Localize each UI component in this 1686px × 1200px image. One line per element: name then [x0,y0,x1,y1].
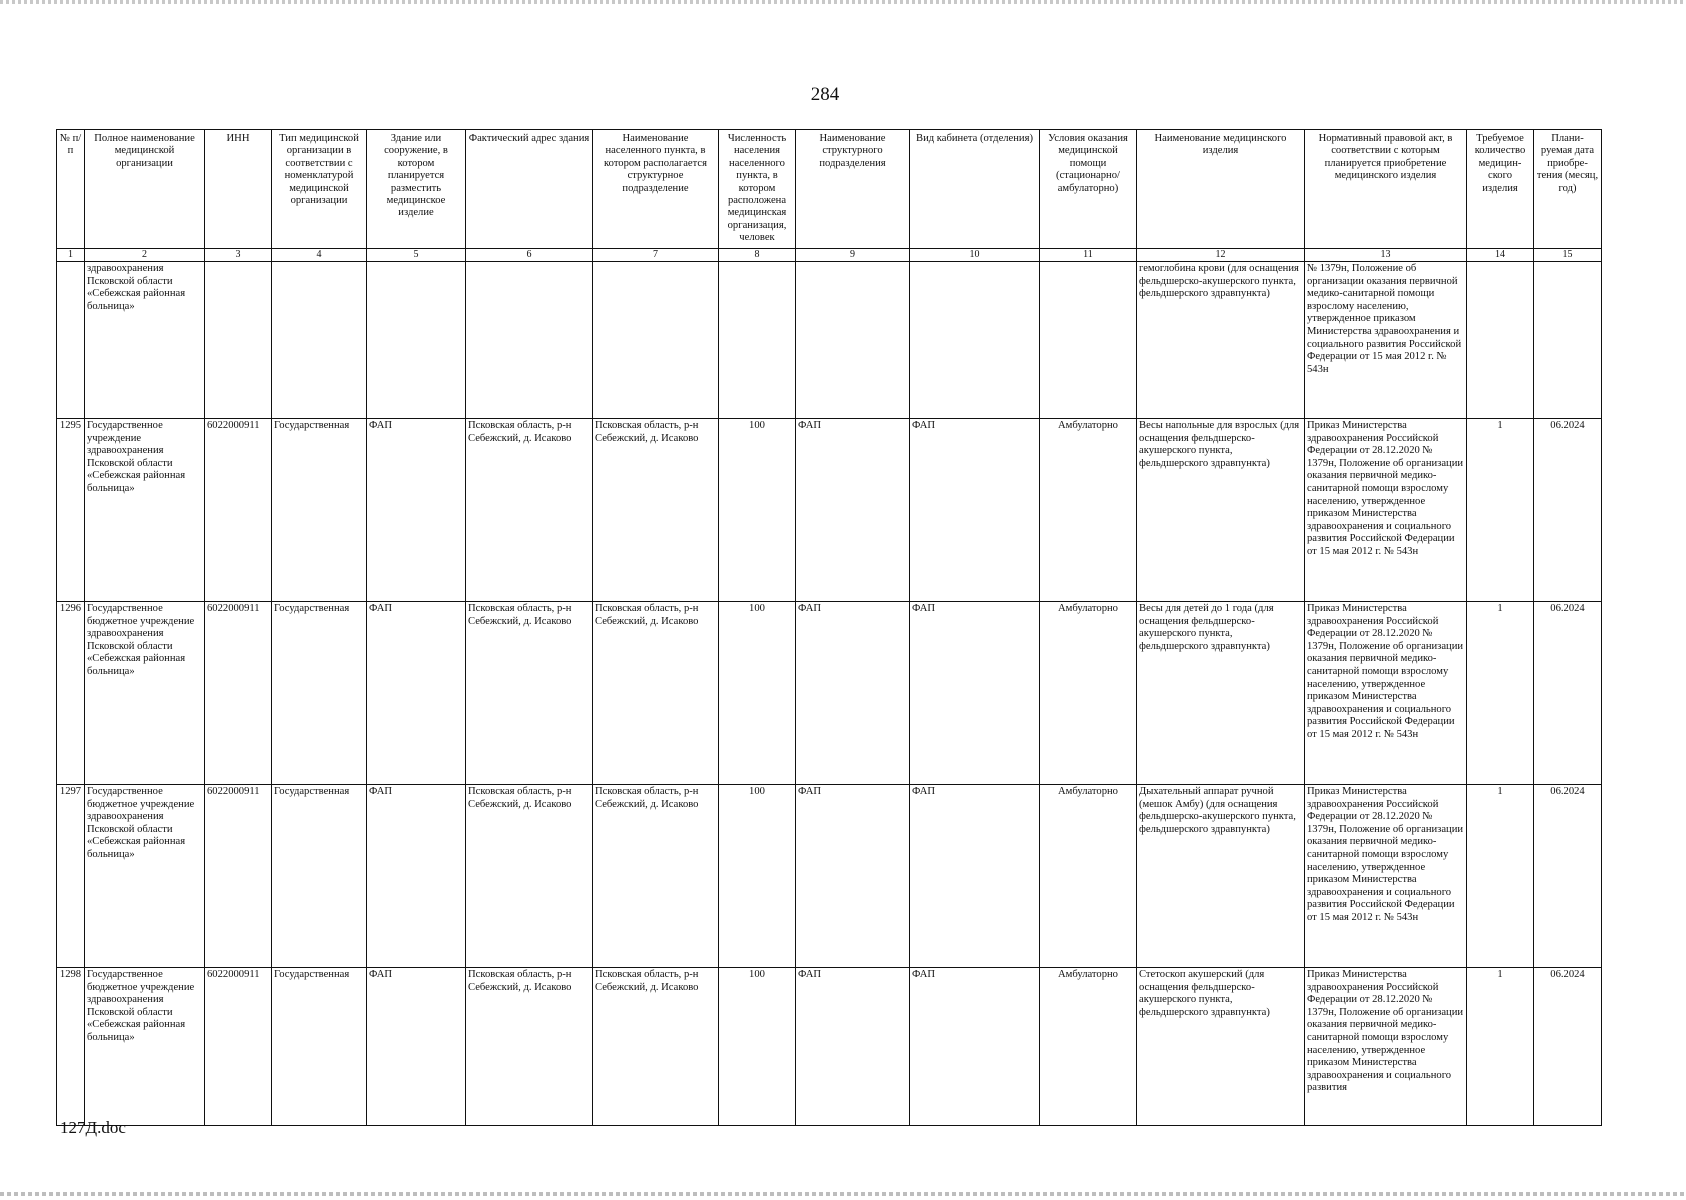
population [719,262,796,419]
column-number: 4 [272,249,367,262]
column-number: 13 [1305,249,1467,262]
subdivision: ФАП [796,785,910,968]
address: Псковская область, р-н Себежский, д. Исаково [466,785,593,968]
column-number-row [57,249,1602,262]
locality: Псковская область, р-н Себежский, д. Исаково [593,602,719,785]
care-conditions [1040,262,1137,419]
inn: 6022000911 [205,968,272,1126]
locality: Псковская область, р-н Себежский, д. Исаково [593,785,719,968]
quantity: 1 [1467,785,1534,968]
column-number: 10 [910,249,1040,262]
column-number: 7 [593,249,719,262]
row-number [57,262,85,419]
header-cell: Численность населения населенного пункта, в котором расположена медицинская организация, человек [719,130,796,249]
organization-name: Государственное бюджетное учреждение здравоохранения Псковской области «Себежская районная больница» [85,785,205,968]
building [367,262,466,419]
inn: 6022000911 [205,785,272,968]
quantity: 1 [1467,419,1534,602]
quantity: 1 [1467,602,1534,785]
row-number: 1298 [57,968,85,1126]
building: ФАП [367,602,466,785]
organization-type: Государственная [272,419,367,602]
column-number: 11 [1040,249,1137,262]
planned-date: 06.2024 [1534,968,1602,1126]
table-row [57,968,1602,1126]
table-row-continuation [57,262,1602,419]
column-number: 3 [205,249,272,262]
organization-type [272,262,367,419]
column-number: 8 [719,249,796,262]
table-row [57,419,1602,602]
population: 100 [719,785,796,968]
organization-name: здравоохранения Псковской области «Себежская районная больница» [85,262,205,419]
address [466,262,593,419]
planned-date: 06.2024 [1534,419,1602,602]
header-cell: Требуемое количество медицин-ского изделия [1467,130,1534,249]
legal-act: Приказ Министерства здравоохранения Российской Федерации от 28.12.2020 № 1379н, Положение об организации оказания первичной медико-санитарной помощи взрослому населению, утвержденное приказом Министерства здравоохранения и социального развития Российской Федерации от 15 мая 2012 г. № 543н [1305,602,1467,785]
cabinet-type: ФАП [910,968,1040,1126]
building: ФАП [367,419,466,602]
organization-type: Государственная [272,785,367,968]
subdivision [796,262,910,419]
column-number: 2 [85,249,205,262]
row-number: 1296 [57,602,85,785]
care-conditions: Амбулаторно [1040,785,1137,968]
organization-type: Государственная [272,968,367,1126]
inn: 6022000911 [205,419,272,602]
header-cell: Наименование структурного подразделения [796,130,910,249]
population: 100 [719,602,796,785]
column-number: 12 [1137,249,1305,262]
medical-device: Весы напольные для взрослых (для оснащения фельдшерско-акушерского пункта, фельдшерского здравпункта) [1137,419,1305,602]
header-cell: Плани-руемая дата приобре-тения (месяц, год) [1534,130,1602,249]
header-cell: Наименование медицинского изделия [1137,130,1305,249]
organization-type: Государственная [272,602,367,785]
header-cell: Вид кабинета (отделения) [910,130,1040,249]
address: Псковская область, р-н Себежский, д. Исаково [466,419,593,602]
care-conditions: Амбулаторно [1040,602,1137,785]
header-cell: Тип медицинской организации в соответствии с номенклатурой медицинской организации [272,130,367,249]
planned-date: 06.2024 [1534,602,1602,785]
column-number: 14 [1467,249,1534,262]
planned-date: 06.2024 [1534,785,1602,968]
header-cell: ИНН [205,130,272,249]
column-number: 9 [796,249,910,262]
column-number: 15 [1534,249,1602,262]
equipment-register-table [56,129,1602,1126]
cabinet-type: ФАП [910,785,1040,968]
table-row [57,602,1602,785]
header-cell: № п/п [57,130,85,249]
row-number: 1295 [57,419,85,602]
medical-device: Стетоскоп акушерский (для оснащения фельдшерско-акушерского пункта, фельдшерского здравпункта) [1137,968,1305,1126]
medical-device: Весы для детей до 1 года (для оснащения фельдшерско-акушерского пункта, фельдшерского здравпункта) [1137,602,1305,785]
header-row [57,130,1602,249]
scan-top-edge [0,0,1686,4]
address: Псковская область, р-н Себежский, д. Исаково [466,968,593,1126]
building: ФАП [367,785,466,968]
cabinet-type [910,262,1040,419]
legal-act: Приказ Министерства здравоохранения Российской Федерации от 28.12.2020 № 1379н, Положение об организации оказания первичной медико-санитарной помощи взрослому населению, утвержденное приказом Министерства здравоохранения и социального развития [1305,968,1467,1126]
column-number: 5 [367,249,466,262]
legal-act: Приказ Министерства здравоохранения Российской Федерации от 28.12.2020 № 1379н, Положение об организации оказания первичной медико-санитарной помощи взрослому населению, утвержденное приказом Министерства здравоохранения и социального развития Российской Федерации от 15 мая 2012 г. № 543н [1305,419,1467,602]
legal-act: № 1379н, Положение об организации оказания первичной медико-санитарной помощи взрослому населению, утвержденное приказом Министерства здравоохранения и социального развития Российской Федерации от 15 мая 2012 г. № 543н [1305,262,1467,419]
organization-name: Государственное бюджетное учреждение здравоохранения Псковской области «Себежская районная больница» [85,968,205,1126]
legal-act: Приказ Министерства здравоохранения Российской Федерации от 28.12.2020 № 1379н, Положение об организации оказания первичной медико-санитарной помощи взрослому населению, утвержденное приказом Министерства здравоохранения и социального развития Российской Федерации от 15 мая 2012 г. № 543н [1305,785,1467,968]
quantity: 1 [1467,968,1534,1126]
header-cell: Наименование населенного пункта, в котором располагается структурное подразделение [593,130,719,249]
planned-date [1534,262,1602,419]
building: ФАП [367,968,466,1126]
subdivision: ФАП [796,419,910,602]
header-cell: Полное наименование медицинской организации [85,130,205,249]
page-number: 284 [810,84,840,105]
column-number: 6 [466,249,593,262]
organization-name: Государственное бюджетное учреждение здравоохранения Псковской области «Себежская районная больница» [85,602,205,785]
address: Псковская область, р-н Себежский, д. Исаково [466,602,593,785]
header-cell: Фактический адрес здания [466,130,593,249]
subdivision: ФАП [796,968,910,1126]
locality: Псковская область, р-н Себежский, д. Исаково [593,968,719,1126]
table-row [57,785,1602,968]
inn [205,262,272,419]
population: 100 [719,968,796,1126]
medical-device: Дыхательный аппарат ручной (мешок Амбу) (для оснащения фельдшерско-акушерского пункта, фельдшерского здравпункта) [1137,785,1305,968]
care-conditions: Амбулаторно [1040,968,1137,1126]
medical-device: гемоглобина крови (для оснащения фельдшерско-акушерского пункта, фельдшерского здравпункта) [1137,262,1305,419]
row-number: 1297 [57,785,85,968]
locality [593,262,719,419]
header-cell: Условия оказания медицинской помощи (стационарно/ амбулаторно) [1040,130,1137,249]
quantity [1467,262,1534,419]
scan-bottom-edge [0,1192,1686,1196]
cabinet-type: ФАП [910,602,1040,785]
document-filename: 127Д.doc [60,1118,126,1137]
locality: Псковская область, р-н Себежский, д. Исаково [593,419,719,602]
header-cell: Здание или сооружение, в котором планируется разместить медицинское изделие [367,130,466,249]
population: 100 [719,419,796,602]
cabinet-type: ФАП [910,419,1040,602]
column-number: 1 [57,249,85,262]
care-conditions: Амбулаторно [1040,419,1137,602]
organization-name: Государственное учреждение здравоохранения Псковской области «Себежская районная больница» [85,419,205,602]
inn: 6022000911 [205,602,272,785]
header-cell: Нормативный правовой акт, в соответствии с которым планируется приобретение медицинского изделия [1305,130,1467,249]
subdivision: ФАП [796,602,910,785]
